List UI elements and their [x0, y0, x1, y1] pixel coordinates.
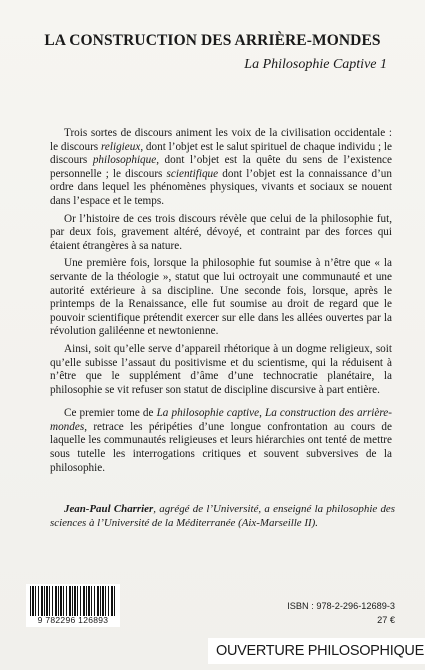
text-run: Ainsi, soit qu’elle serve d’appareil rhétorique à un dogme religieux, soit qu’elle subisse l’assaut du positivisme et du scientisme, qui la réduisent à n’être que le supplément d’âme d’une technocratie planétaire, la philosophie se vit refuser son statut de discipline discursive à part entière. — [50, 342, 392, 396]
series-banner — [208, 638, 425, 664]
italic-phrase: philosophique — [92, 154, 157, 167]
text-run: Une première fois, lorsque la philosophie fut soumise à n’être que « la servante de la théologie », statut que lui octroyait une communauté et une autorité extérieure à sa discipline. Une seconde fois, lorsque, après le printemps de la Renaissance, elle fut soumise au droit de regard que le pouvoir scientifique prétendit exercer sur elle dans les allées ouvertes par la révolution galiléenne et newtonienne. — [50, 257, 392, 338]
series-name: OUVERTURE PHILOSOPHIQUE — [216, 643, 424, 659]
author-description: , agrégé de l’Université, a enseigné la philosophie des sciences à l’Université de la Méditerranée (Aix-Marseille II). — [50, 503, 395, 529]
text-run: dont l’objet est la connaissance d’un ordre dans lequel les phénomènes physiques, vivants et sociaux se nouent dans l’espace et le temps. — [50, 167, 392, 207]
text-run: , dont l’objet est la quête du sens de l’existence personnelle ; le discours — [50, 154, 392, 180]
barcode — [26, 584, 120, 627]
blurb-paragraph — [50, 127, 392, 209]
book-subtitle: La Philosophie Captive 1 — [244, 57, 387, 72]
book-title: LA CONSTRUCTION DES ARRIÈRE-MONDES — [44, 32, 381, 49]
blurb-paragraph — [50, 213, 392, 254]
text-run: , dont l’objet est le salut spirituel de chaque individu ; le discours — [50, 140, 392, 167]
italic-phrase: religieux — [100, 140, 141, 153]
italic-phrase: La philosophie captive — [156, 407, 260, 420]
isbn-price-block — [287, 599, 395, 627]
blurb-paragraph — [50, 407, 392, 475]
text-run: Or l’histoire de ces trois discours révèle que celui de la philosophie fut, par deux fois, gravement altéré, dévoyé, et contraint par des forces qui étaient étrangères à sa nature. — [50, 212, 392, 252]
blurb-paragraph — [50, 343, 392, 397]
barcode-digits: 9 782296 126893 — [37, 615, 109, 625]
italic-phrase: scientifique — [166, 167, 219, 180]
author-bio — [50, 503, 395, 530]
price: 27 € — [377, 615, 395, 625]
text-run: , — [259, 407, 266, 420]
text-run: Trois sortes de discours animent les voix de la civilisation occidentale : le discours — [50, 127, 392, 153]
text-run: , retrace les péripéties d’une longue confrontation au cours de laquelle les communautés religieuses et leurs hiérarchies ont tenté de mettre sous tutelle les interrogations critiques et souvent subversives de la philosophie. — [50, 420, 392, 474]
blurb-text — [50, 127, 392, 479]
author-name: Jean-Paul Charrier — [64, 503, 154, 515]
italic-phrase: La construction des arrière-mondes — [50, 407, 392, 433]
text-run: Ce premier tome de — [64, 407, 157, 420]
barcode-bars — [30, 586, 116, 616]
isbn-number: ISBN : 978-2-296-12689-3 — [287, 601, 395, 611]
blurb-paragraph — [50, 257, 392, 339]
